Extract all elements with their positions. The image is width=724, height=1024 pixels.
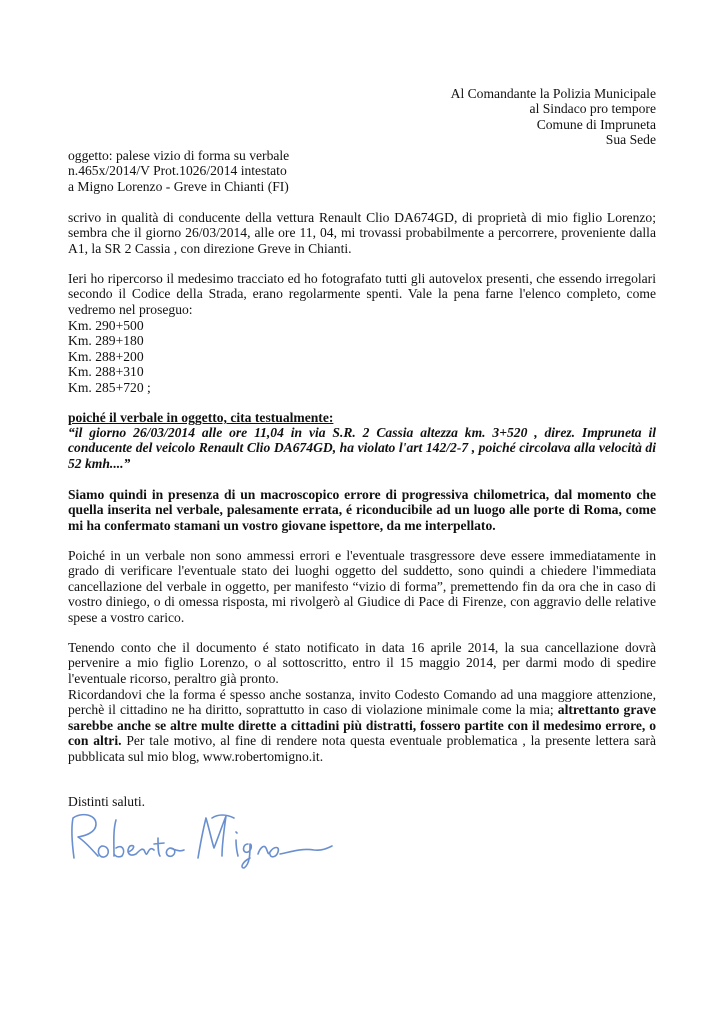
km-list-item: Km. 289+180 — [68, 333, 144, 349]
conclusion-text: Ricordandovi che la forma é spesso anche sostanza, invito Codesto Comando ad una maggiore attenzione, perchè il cittadino ne ha diritto, soprattutto in caso di violazione minimale come la mia; — [68, 687, 656, 718]
closing-salutation: Distinti saluti. — [68, 794, 146, 809]
km-list-item: Km. 288+310 — [68, 364, 144, 380]
recipient-line: Sua Sede — [605, 132, 656, 148]
km-list-item: Km. 290+500 — [68, 318, 144, 333]
paragraph-vehicle: scrivo in qualità di conducente della vettura Renault Clio DA674GD, di proprietà di mio figlio Lorenzo; sembra che il giorno 26/03/2014, alle ore 11, 04, mi trovassi probabilmente a percorrere, proveniente dalla A1, la SR 2 Cassia , con direzione Greve in Chianti. — [68, 210, 656, 256]
paragraph-speed-cameras: Ieri ho ripercorso il medesimo tracciato ed ho fotografato tutti gli autovelox presenti, che essendo irregolari secondo il Codice della Strada, erano regolarmente spenti. Vale la pena farne l'elenco completo, come vedremo nel proseguo: — [68, 271, 656, 317]
paragraph-error-claim: Siamo quindi in presenza di un macroscopico errore di progressiva chilometrica, dal momento che quella inserita nel verbale, palesamente errata, é riconducibile ad un luogo alle porte di Roma, come mi ha confermato stamani un vostro giovane ispettore, da me interpellato. — [68, 487, 656, 533]
paragraph-cancellation-request: Poiché in un verbale non sono ammessi errori e l'eventuale trasgressore deve essere immediatamente in grado di verificare l'eventuale stato dei luoghi oggetto del suddetto, sono quindi a chiedere l'immediata cancellazione del verbale in oggetto, per manifesto “vizio di forma”, premettendo fin da ora che in caso di vostro diniego, o di omessa risposta, mi rivolgerò al Giudice di Pace di Firenze, con aggravio delle relative spese a vostro carico. — [68, 548, 656, 625]
conclusion-text-end: Per tale motivo, al fine di rendere nota questa eventuale problematica , la presente lettera sarà pubblicata sul mio blog, www.robertomigno.it. — [68, 733, 656, 764]
subject-block — [68, 148, 656, 194]
subject-line: oggetto: palese vizio di forma su verbale — [68, 148, 290, 163]
paragraph-deadline: Tenendo conto che il documento é stato notificato in data 16 aprile 2014, la sua cancellazione dovrà pervenire a mio figlio Lorenzo, o al sottoscritto, entro il 15 maggio 2014, per darmi modo di spedire l'eventuale ricorso, peraltro già pronto. — [68, 640, 656, 686]
paragraph-conclusion — [68, 687, 656, 764]
quoted-citation: “il giorno 26/03/2014 alle ore 11,04 in via S.R. 2 Cassia altezza km. 3+520 , direz. Impruneta il conducente del veicolo Renault Clio DA674GD, ha violato l'art 142/2-7 , poiché circolava alla velocità di 52 kmh....” — [68, 425, 656, 471]
subject-line: a Migno Lorenzo - Greve in Chianti (FI) — [68, 178, 289, 194]
km-list — [68, 318, 656, 395]
km-list-item: Km. 285+720 ; — [68, 379, 151, 395]
recipient-line: al Sindaco pro tempore — [529, 101, 656, 117]
recipient-address — [451, 86, 656, 148]
subject-line: n.465x/2014/V Prot.1026/2014 intestato — [68, 163, 287, 179]
handwritten-signature — [66, 808, 336, 870]
km-list-item: Km. 288+200 — [68, 348, 144, 364]
quote-intro: poiché il verbale in oggetto, cita testualmente: — [68, 410, 334, 425]
recipient-line: Comune di Impruneta — [536, 116, 656, 132]
recipient-line: Al Comandante la Polizia Municipale — [450, 86, 656, 101]
conclusion-bold-text: altrettanto grave sarebbe anche se altre multe dirette a cittadini più distratti, fossero partite con il medesimo errore, o con altri. — [68, 702, 657, 749]
